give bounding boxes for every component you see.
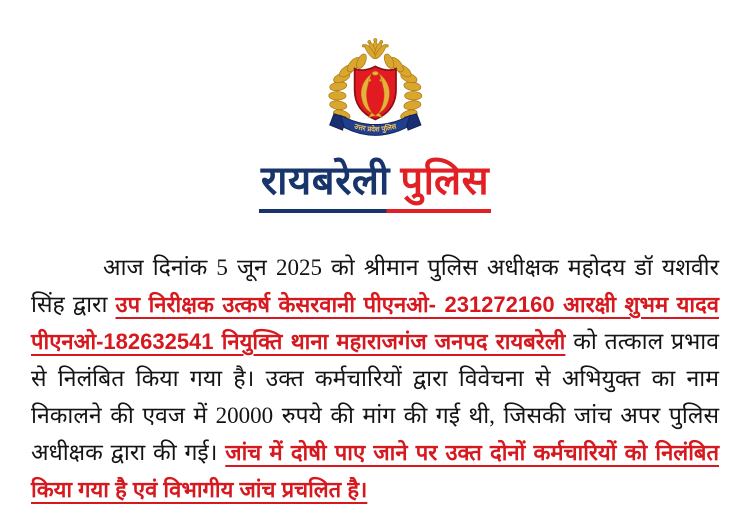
notice-segment-plain: आज दिनांक 5 जून 2025 को श्रीमान पुलिस अधीक्षक महोदय डॉ यशवीर सिंह द्वारा: [31, 255, 719, 317]
up-police-emblem-icon: [315, 38, 436, 150]
notice-segment-suspended-officers: उप निरीक्षक उत्कर्ष केसरवानी पीएनओ- 231272160 आरक्षी शुभम यादव पीएनओ-182632541 नियुक्ति थाना महाराजगंज जनपद रायबरेली: [31, 292, 720, 354]
notice-paragraph: [31, 249, 719, 508]
title-underline-divider: [259, 209, 491, 213]
notice-segment-plain: को तत्काल प्रभाव से निलंबित किया गया है। उक्त कर्मचारियों द्वारा विवेचना से अभियुक्त का नाम निकालने की एवज में 20000 रुपये की मांग की गई थी, जिसकी जांच अपर पुलिस अधीक्षक द्वारा की गई।: [31, 329, 719, 465]
page-title: [0, 157, 750, 205]
title-district-name: रायबरेली: [260, 158, 390, 203]
notice-segment-action-taken: जांच में दोषी पाए जाने पर उक्त दोनों कर्मचारियों को निलंबित किया गया है एवं विभागीय जांच प्रचलित है।: [31, 440, 719, 502]
title-police-word: पुलिस: [400, 158, 490, 203]
logo-container: [0, 38, 750, 155]
emblem-ribbon-text: उत्तर प्रदेश पुलिस: [353, 123, 397, 134]
